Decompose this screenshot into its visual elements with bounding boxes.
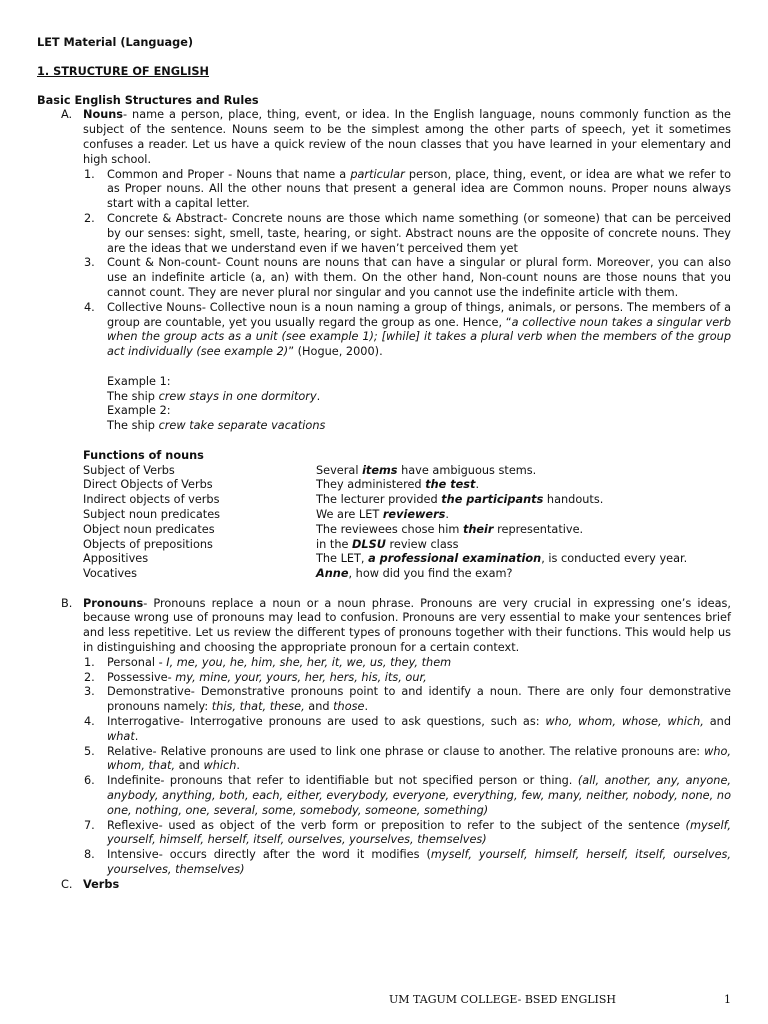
function-row: Direct Objects of Verbs They administered the test. [83, 478, 480, 492]
function-row: Appositives The LET, a professional examination, is conducted every year. [83, 552, 688, 566]
list-item: 3. Demonstrative- Demonstrative pronouns point to and identify a noun. There are only four demonstrative pronouns namely: this, that, these, and those. [84, 685, 731, 714]
page-number: 1 [724, 993, 731, 1006]
pronouns-definition: - Pronouns replace a noun or a noun phrase. Pronouns are very crucial in expressing one’s ideas, because wrong use of pronouns may lead to confusion. Pronouns are very essential to make your sentences brief and less repetitive. Let us review the different types of pronouns together with their functions. This would help us in distinguishing and choosing the appropriate pronoun for a certain context. [83, 596, 731, 655]
example-sentence: The ship crew take separate vacations [107, 419, 326, 433]
section-c-verbs [37, 878, 731, 893]
item-marker: C. [61, 877, 73, 891]
example-sentence: The ship crew stays in one dormitory. [107, 389, 321, 403]
nouns-definition: - name a person, place, thing, event, or idea. In the English language, nouns commonly function as the subject of the sentence. Nouns seem to be the simplest among the other parts of speech, yet it sometimes confuses a reader. Let us have a quick review of the noun classes that you have learned in your elementary and high school. [83, 108, 731, 166]
list-item: 1. Common and Proper - Nouns that name a particular person, place, thing, event, or idea are what we refer to as Proper nouns. All the other nouns that present a general idea are Common nouns. Proper nouns always start with a capital letter. [84, 167, 731, 211]
function-row: Vocatives Anne, how did you find the exam? [83, 567, 513, 581]
document-title: LET Material (Language) [37, 36, 194, 49]
list-item: 1. Personal - I, me, you, he, him, she, her, it, we, us, they, them [84, 655, 452, 669]
example-label: Example 2: [107, 404, 171, 418]
page-footer: UM TAGUM COLLEGE- BSED ENGLISH [389, 993, 617, 1006]
item-marker: A. [61, 108, 73, 122]
list-item: 4. Interrogative- Interrogative pronouns are used to ask questions, such as: who, whom, whose, which, and what. [84, 715, 731, 743]
list-item: 3. Count & Non-count- Count nouns are nouns that can have a singular or plural form. Moreover, you can also use an indefinite article (a, an) with them. On the other hand, Non-count nouns are those nouns that you cannot count. They are never plural nor singular and you cannot use the indefinite article with them. [84, 256, 731, 299]
function-row: Objects of prepositions in the DLSU review class [83, 537, 459, 551]
subheading: Basic English Structures and Rules [37, 93, 259, 107]
list-item: 5. Relative- Relative pronouns are used to link one phrase or clause to another. The relative pronouns are: who, whom, that, and which. [84, 744, 731, 773]
list-item: 4. Collective Nouns- Collective noun is a noun naming a group of things, animals, or persons. The members of a group are countable, yet you usually regard the group as one. Hence, “a collective noun takes a singular verb when the group acts as a unit (see example 1); [while] it takes a plural verb when the members of the group act individually (see example 2)” (Hogue, 2000). [84, 300, 732, 359]
section-heading: 1. STRUCTURE OF ENGLISH [37, 64, 210, 78]
functions-title: Functions of nouns [83, 448, 204, 462]
list-item: 6. Indefinite- pronouns that refer to identifiable but not specified person or thing. (all, another, any, anyone, anybody, anything, both, each, either, everybody, everyone, everything, few, many, neither, nobody, none, no one, nothing, one, several, some, somebody, someone, something) [84, 774, 731, 817]
function-row: Indirect objects of verbs The lecturer provided the participants handouts. [83, 493, 604, 507]
list-item: 2. Possessive- my, mine, your, yours, her, hers, his, its, our, [84, 670, 427, 684]
list-item: 7. Reflexive- used as object of the verb form or preposition to refer to the subject of the sentence (myself, yourself, himself, herself, itself, ourselves, yourselves, themselves) [84, 818, 731, 847]
list-item: 2. Concrete & Abstract- Concrete nouns are those which name something (or someone) that can be perceived by our senses: sight, smell, taste, hearing, or sight. Abstract nouns are the opposite of concrete nouns. They are the ideas that we understand even if we haven’t perceived them yet [84, 211, 731, 255]
function-row: Subject of Verbs Several items have ambiguous stems. [83, 463, 537, 477]
list-item: 8. Intensive- occurs directly after the word it modifies (myself, yourself, himself, herself, itself, ourselves, yourselves, themselves) [84, 848, 731, 877]
term-pronouns: Pronouns [83, 596, 144, 610]
term-nouns: Nouns [83, 108, 124, 122]
term-verbs: Verbs [83, 877, 120, 891]
example-label: Example 1: [107, 374, 171, 388]
item-marker: B. [61, 596, 73, 610]
function-row: Object noun predicates The reviewees chose him their representative. [83, 522, 584, 536]
section-a-nouns [37, 108, 731, 167]
section-b-pronouns [37, 597, 731, 656]
function-row: Subject noun predicates We are LET reviewers. [83, 507, 449, 521]
document-page [37, 36, 731, 893]
